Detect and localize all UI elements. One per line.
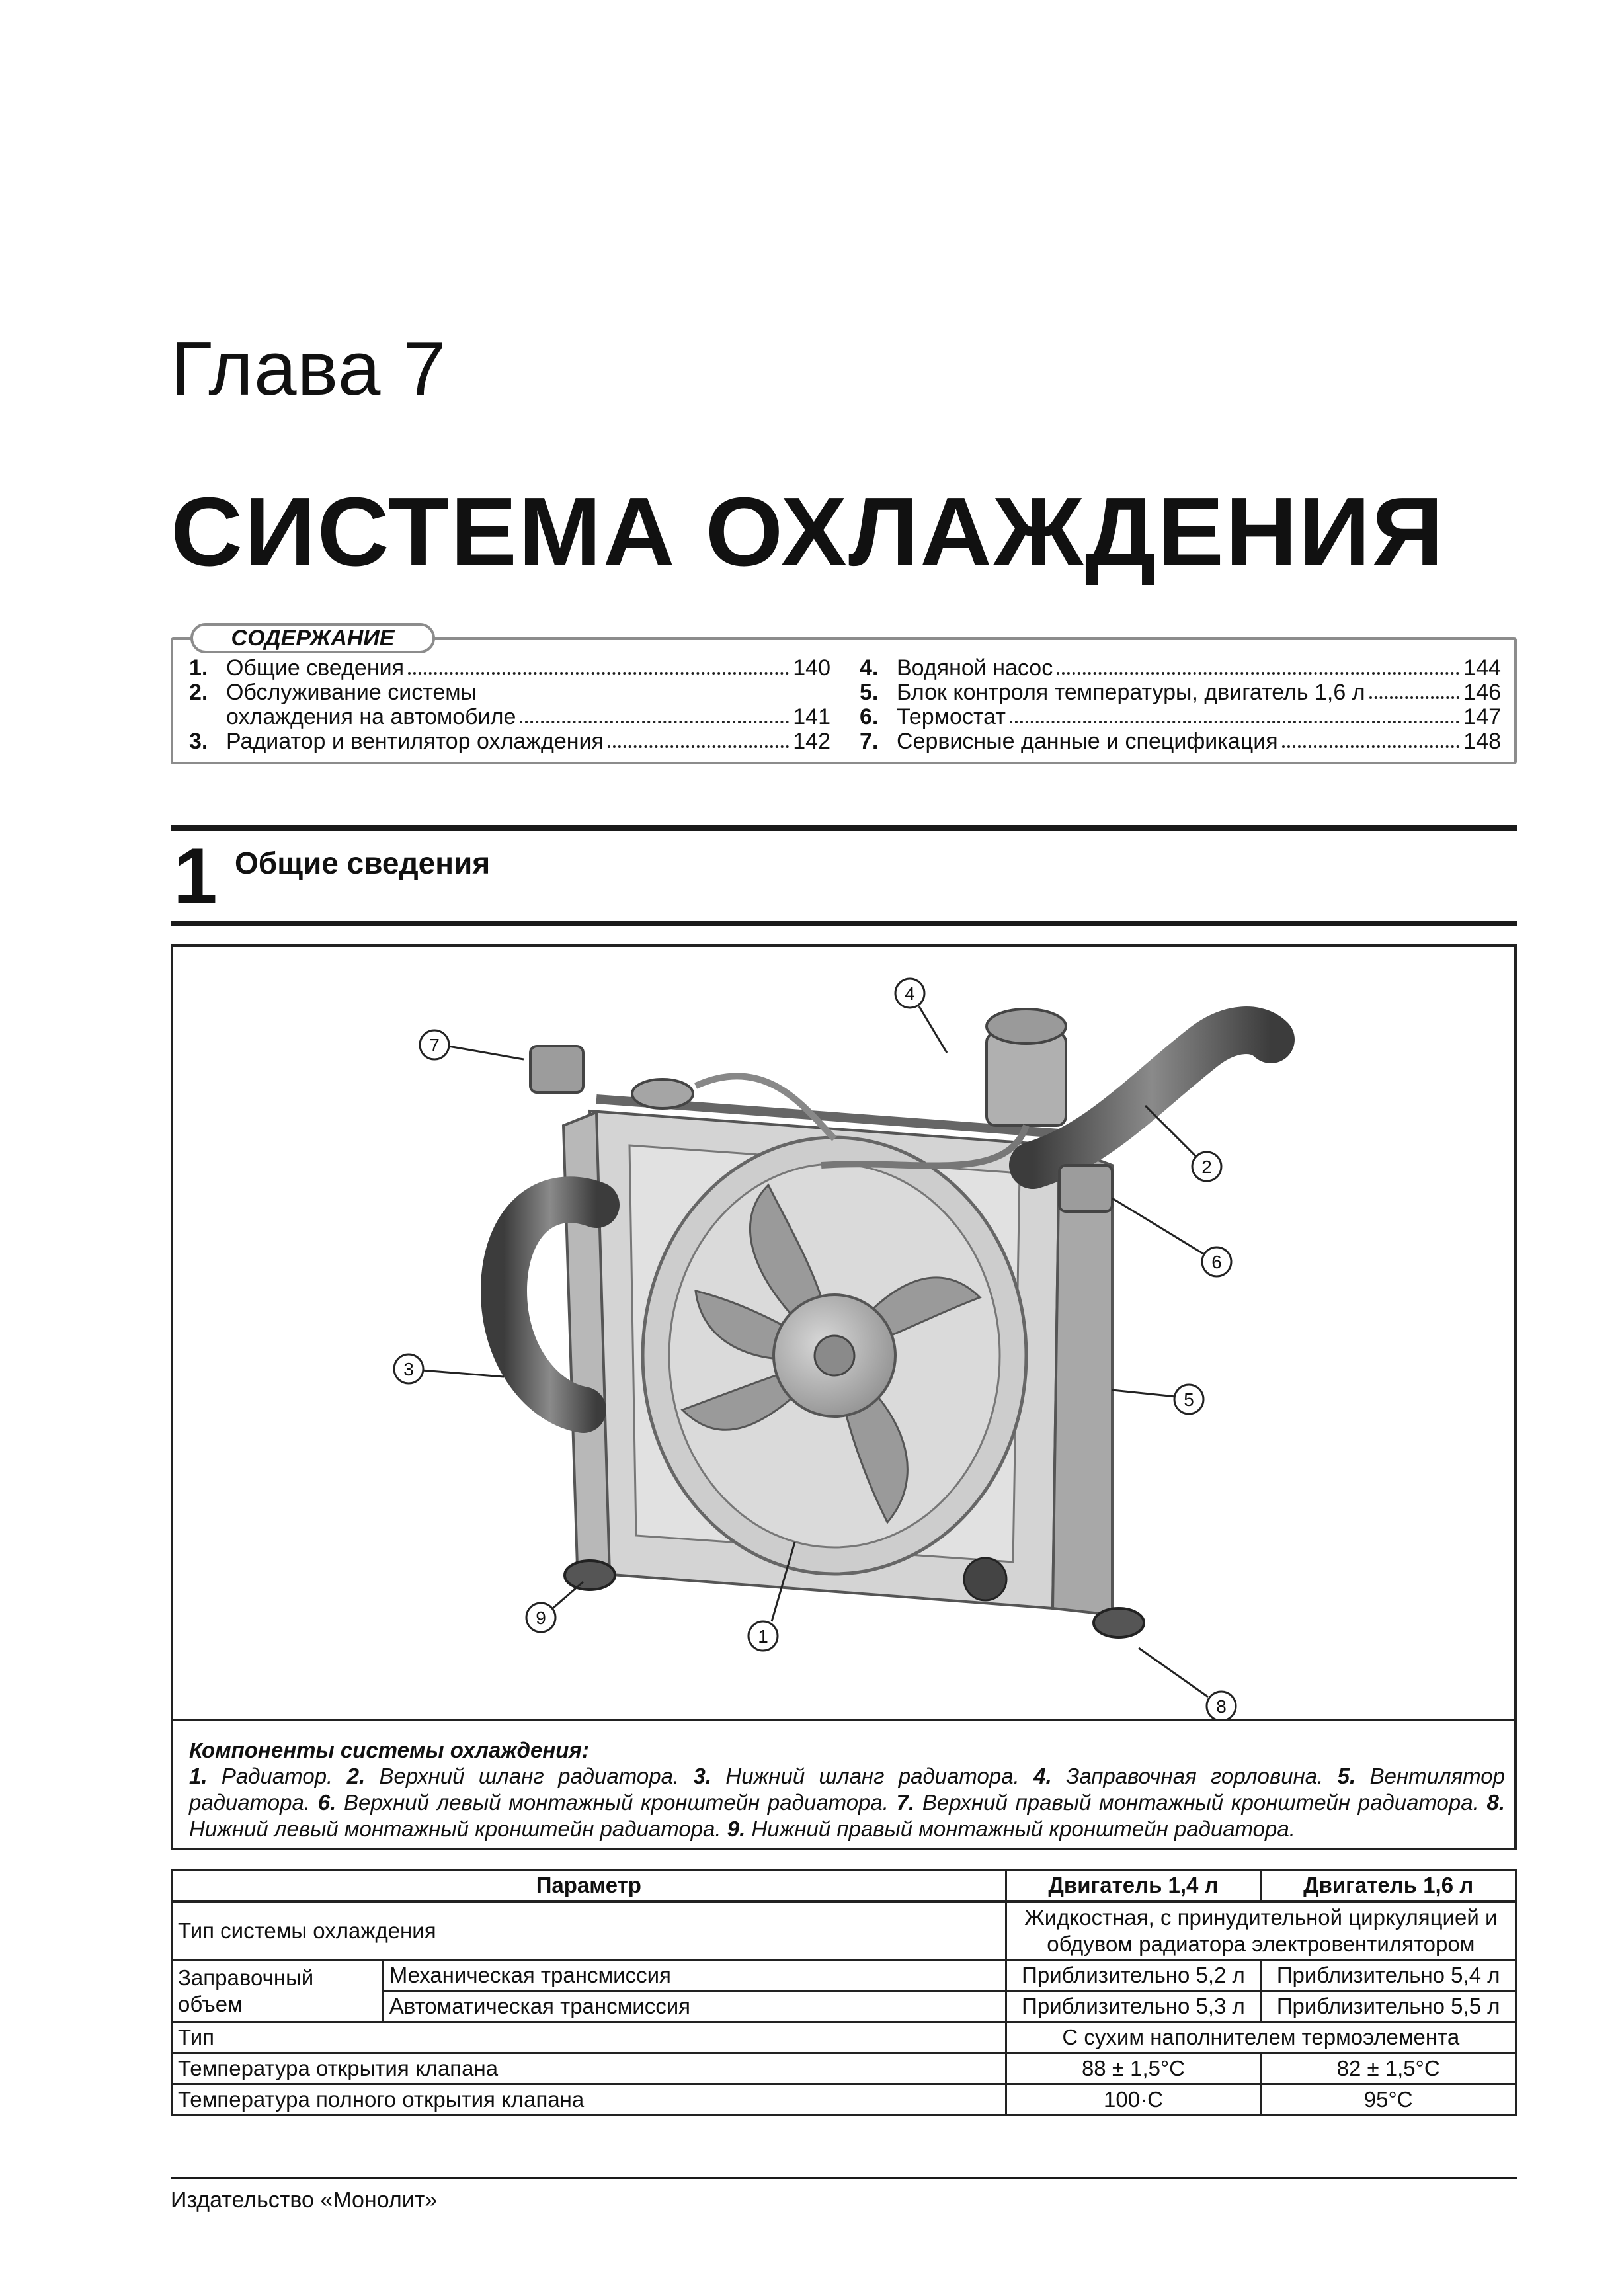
figure-caption — [189, 1763, 1505, 1842]
toc-item-page: 148 — [1463, 729, 1501, 754]
toc-item-number: 4. — [860, 655, 879, 680]
caption-item-number: 1. — [189, 1764, 208, 1788]
table-row — [172, 1960, 1516, 1991]
row-label: Тип системы охлаждения — [172, 1902, 1006, 1960]
toc-item-label: Общие сведения — [226, 655, 405, 680]
bracket-lower-left — [1094, 1608, 1144, 1637]
caption-item-text: Вентилятор радиатора. — [189, 1764, 1506, 1815]
section-title: Общие сведения — [235, 846, 491, 880]
radiator-assembly-illustration — [173, 947, 1514, 1719]
table-row — [172, 2053, 1516, 2084]
footer-publisher: Издательство «Монолит» — [171, 2188, 438, 2213]
row-label: Температура полного открытия клапана — [172, 2084, 1006, 2115]
toc-leader — [1057, 672, 1459, 675]
row-group-label: Заправочный объем — [172, 1960, 384, 2022]
column-header-parameter: Параметр — [172, 1870, 1006, 1902]
cell-value: Приблизительно 5,4 л — [1261, 1960, 1516, 1991]
toc-item[interactable] — [189, 656, 830, 680]
column-header-engine-1-4: Двигатель 1,4 л — [1006, 1870, 1261, 1902]
toc-item-label: Термостат — [897, 704, 1006, 729]
toc-item-number: 5. — [860, 680, 879, 705]
caption-item-number: 3. — [693, 1764, 712, 1788]
cell-value: 88 ± 1,5°C — [1006, 2053, 1261, 2084]
toc-heading: СОДЕРЖАНИЕ — [190, 623, 435, 653]
section-number: 1 — [173, 832, 218, 921]
table-header-row — [172, 1870, 1516, 1902]
toc-item-page: 146 — [1463, 680, 1501, 705]
toc-leader — [408, 672, 789, 675]
toc-item-page: 147 — [1463, 704, 1501, 729]
toc-item[interactable] — [860, 680, 1501, 705]
cell-value: Жидкостная, с принудительной циркуляцией и обдувом радиатора электровентилятором — [1006, 1902, 1516, 1960]
cell-value: Приблизительно 5,3 л — [1006, 1991, 1261, 2022]
caption-item-text: Нижний шланг радиатора. — [725, 1764, 1020, 1788]
toc-item[interactable] — [860, 705, 1501, 729]
toc-item-label: Блок контроля температуры, двигатель 1,6 л — [897, 680, 1365, 705]
caption-item-number: 7. — [896, 1790, 915, 1815]
toc-item-number: 7. — [860, 729, 879, 754]
cell-value: Приблизительно 5,5 л — [1261, 1991, 1516, 2022]
caption-item-text: Заправочная горловина. — [1066, 1764, 1324, 1788]
callout-6: 6 — [1211, 1252, 1222, 1272]
caption-item-number: 2. — [346, 1764, 366, 1788]
chapter-title: СИСТЕМА ОХЛАЖДЕНИЯ — [171, 477, 1445, 587]
section-rule-top — [171, 825, 1517, 831]
cell-value: 100·C — [1006, 2084, 1261, 2115]
callout-4: 4 — [905, 983, 915, 1004]
specifications-table — [171, 1869, 1517, 2116]
bracket-lower-right — [565, 1561, 615, 1590]
upper-hose — [1033, 1030, 1271, 1165]
toc-item[interactable] — [860, 729, 1501, 754]
figure-caption-heading: Компоненты системы охлаждения: — [189, 1738, 589, 1762]
callout-7: 7 — [429, 1035, 440, 1055]
fan-shroud — [643, 1137, 1026, 1574]
callout-1: 1 — [758, 1626, 768, 1647]
row-label: Механическая трансмиссия — [383, 1960, 1006, 1991]
toc-item-label: Водяной насос — [897, 655, 1053, 680]
toc-item-number: 1. — [189, 655, 208, 680]
radiator-cap — [632, 1079, 693, 1108]
toc-item-page: 141 — [793, 704, 830, 729]
caption-item-text: Верхний левый монтажный кронштейн радиатора. — [343, 1790, 889, 1815]
callout-5: 5 — [1184, 1389, 1194, 1410]
callout-8: 8 — [1216, 1696, 1227, 1717]
toc-leader — [608, 745, 789, 748]
publisher-logo-mark — [964, 1558, 1006, 1600]
toc-item-label: Обслуживание системы — [226, 680, 477, 705]
row-label: Температура открытия клапана — [172, 2053, 1006, 2084]
row-label: Автоматическая трансмиссия — [383, 1991, 1006, 2022]
toc-item-number: 6. — [860, 704, 879, 729]
table-row — [172, 2084, 1516, 2115]
toc-item[interactable] — [189, 680, 830, 705]
table-row — [172, 2022, 1516, 2053]
cell-value: Приблизительно 5,2 л — [1006, 1960, 1261, 1991]
callout-3: 3 — [403, 1359, 414, 1379]
cell-value: С сухим наполнителем термоэлемента — [1006, 2022, 1516, 2053]
footer-rule — [171, 2177, 1517, 2179]
caption-item-text: Верхний шланг радиатора. — [379, 1764, 680, 1788]
caption-item-number: 4. — [1033, 1764, 1052, 1788]
toc-item-number: 2. — [189, 680, 208, 705]
caption-item-number: 8. — [1486, 1790, 1506, 1815]
bracket-upper-right — [530, 1046, 583, 1092]
cell-value: 95°C — [1261, 2084, 1516, 2115]
column-header-engine-1-6: Двигатель 1,6 л — [1261, 1870, 1516, 1902]
toc-column-right — [860, 656, 1501, 754]
cell-value: 82 ± 1,5°C — [1261, 2053, 1516, 2084]
toc-item-label: Сервисные данные и спецификация — [897, 729, 1278, 754]
section-rule-bottom — [171, 921, 1517, 926]
caption-item-number: 9. — [727, 1817, 746, 1841]
toc-leader — [520, 721, 789, 723]
toc-column-left — [189, 656, 830, 754]
chapter-label: Глава 7 — [171, 325, 447, 411]
toc-leader — [1282, 745, 1460, 748]
toc-item[interactable] — [189, 729, 830, 754]
toc-item-page: 142 — [793, 729, 830, 754]
toc-item-page: 140 — [793, 655, 830, 680]
caption-item-text: Нижний левый монтажный кронштейн радиатора. — [189, 1817, 721, 1841]
figure-caption-divider — [173, 1719, 1514, 1721]
caption-item-number: 5. — [1337, 1764, 1356, 1788]
toc-item[interactable] — [860, 656, 1501, 680]
callout-2: 2 — [1201, 1157, 1212, 1177]
caption-item-text: Нижний правый монтажный кронштейн радиатора. — [751, 1817, 1295, 1841]
toc-item-label: Радиатор и вентилятор охлаждения — [226, 729, 604, 754]
caption-item-text: Верхний правый монтажный кронштейн радиатора. — [922, 1790, 1479, 1815]
bracket-upper-left — [1059, 1165, 1112, 1211]
row-label: Тип — [172, 2022, 1006, 2053]
toc-leader — [1010, 721, 1459, 723]
toc-item-number: 3. — [189, 729, 208, 754]
caption-item-number: 6. — [317, 1790, 337, 1815]
table-row — [172, 1902, 1516, 1960]
callout-9: 9 — [536, 1608, 546, 1628]
toc-item-label: охлаждения на автомобиле — [226, 704, 516, 729]
caption-item-text: Радиатор. — [221, 1764, 333, 1788]
toc-item[interactable] — [189, 705, 830, 729]
toc-item-page: 144 — [1463, 655, 1501, 680]
toc-leader — [1369, 696, 1460, 699]
